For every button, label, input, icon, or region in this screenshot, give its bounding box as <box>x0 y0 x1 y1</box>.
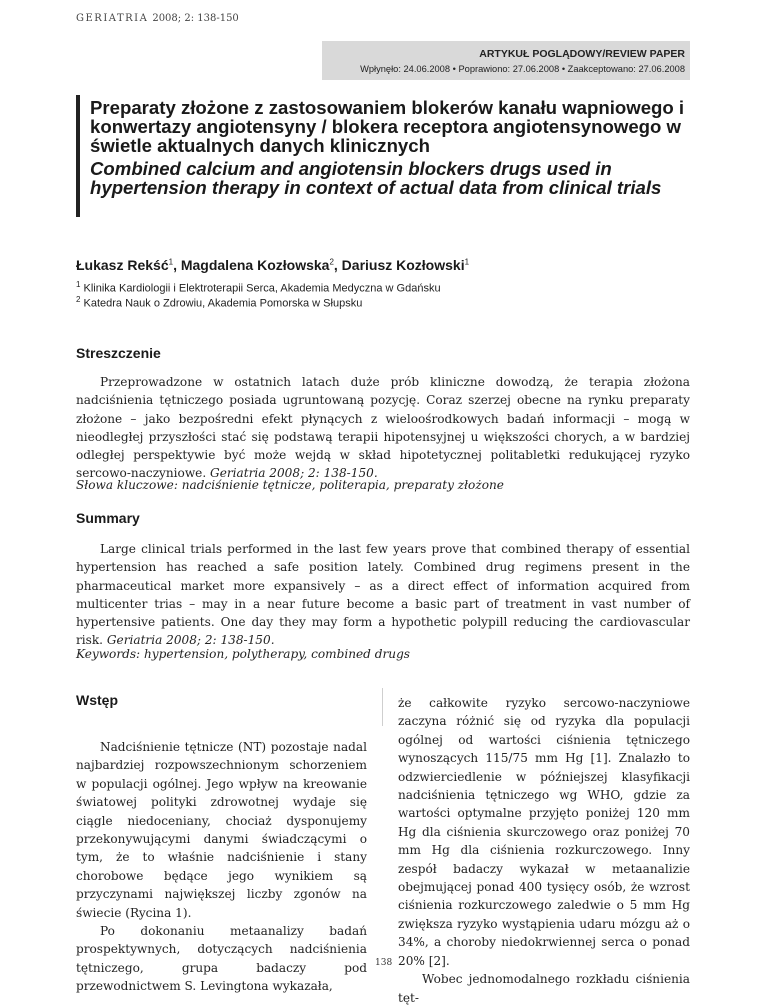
intro-right-column <box>398 694 690 1007</box>
column-divider <box>382 688 383 726</box>
abstract-heading-en: Summary <box>76 510 140 526</box>
affiliation-1: $^1$ Klinika Kardiologii i Elektroterapii Serca, Akademia Medyczna w Gdańsku <box>76 280 441 295</box>
intro-paragraph-2: Po dokonaniu metaanalizy badań prospektywnych, dotyczących nadciśnienia tętniczego, grupa badaczy pod przewodnictwem S. Levingtona wykazała, <box>76 924 367 994</box>
title-english: Combined calcium and angiotensin blockers drugs used in hypertension therapy in context of actual data from clinical trials <box>90 158 662 198</box>
author-3: Dariusz Kozłowski <box>341 257 465 273</box>
keywords-en: Keywords: hypertension, polytherapy, combined drugs <box>76 647 411 661</box>
intro-left-column <box>76 738 367 996</box>
journal-name: GERIATRIA <box>76 13 149 24</box>
title-polish: Preparaty złożone z zastosowaniem blokerów kanału wapniowego i konwertazy angiotensyny / blokera receptora angiotensynowego w świetle aktualnych danych klinicznych <box>90 97 685 156</box>
keywords-pl: Słowa kluczowe: nadciśnienie tętnicze, politerapia, preparaty złożone <box>76 478 504 492</box>
abstract-text-en: Large clinical trials performed in the last few years prove that combined therapy of essential hypertension has reached a safe position lately. Combined drug regimens present in the pharmaceutical market more expansively – as a direct effect of information acquired from multicenter trias – may in a near future become a basic part of treatment in vast number of hypertensive patients. One day they may form a hypothetic polypill reducing the cardiovascular risk. Geriatria 2008; 2: 138-150. <box>76 542 690 648</box>
abstract-heading-pl: Streszczenie <box>76 345 161 361</box>
article-type-banner <box>322 41 690 80</box>
citation-pl: Geriatria 2008; 2: 138-150. <box>210 466 378 481</box>
author-3-affiliation: 1 <box>464 257 470 267</box>
section-heading-intro: Wstęp <box>76 692 118 708</box>
intro-paragraph-1: Nadciśnienie tętnicze (NT) pozostaje nadal najbardziej rozpowszechnionym schorzeniem w populacji ogólnej. Jego wpływ na kreowanie światowej polityki zdrowotnej wydaje się ciągle niedoceniany, chociaż dysponujemy przekonywującymi danymi świadczącymi o tym, że to właśnie nadciśnienie i stany chorobowe będące jego wynikiem są przyczynami największej liczby zgonów na świecie (Rycina 1). <box>76 740 367 920</box>
affiliation-2: $^2$ Katedra Nauk o Zdrowiu, Akademia Pomorska w Słupsku <box>76 295 363 310</box>
page-number: 138 <box>375 958 393 968</box>
article-dates: Wpłynęło: 24.06.2008 • Poprawiono: 27.06.2008 • Zaakceptowano: 27.06.2008 <box>360 64 685 74</box>
running-header <box>76 13 239 24</box>
author-2: Magdalena Kozłowska <box>180 257 330 273</box>
abstract-text-pl: Przeprowadzone w ostatnich latach duże prób kliniczne dowodzą, że terapia złożona nadciśnienia tętniczego posiada ugruntowaną pozycję. Coraz szerzej obecne na rynku preparaty złożone – jako bezpośredni efekt płynących z wieloośrodkowych badań informacji – mogą w nieodległej przyszłości stać się podstawą terapii hipotensyjnej u większości chorych, a w bardziej odległej perspektywie być może wejdą w skład hipotetycznej politabletki redukującej ryzyko sercowo-naczyniowe. Geriatria 2008; 2: 138-150. <box>76 375 690 481</box>
article-type: ARTYKUŁ POGLĄDOWY/REVIEW PAPER <box>479 48 685 60</box>
author-2-affiliation: 2 <box>329 257 334 267</box>
title-accent-bar <box>76 95 80 217</box>
citation-en: Geriatria 2008; 2: 138-150. <box>106 633 275 648</box>
author-1-affiliation: 1 <box>168 257 174 267</box>
journal-issue: 2008; 2: 138-150 <box>152 13 239 24</box>
intro-paragraph-4: Wobec jednomodalnego rozkładu ciśnienia tęt- <box>398 972 690 1005</box>
authors: Łukasz Rekść$^1$, Magdalena Kozłowska$^2$, Dariusz Kozłowski$^1$ <box>76 257 470 273</box>
author-1: Łukasz Rekść <box>76 257 169 273</box>
intro-paragraph-3: że całkowite ryzyko sercowo-naczyniowe zaczyna różnić się od ryzyka dla populacji ogólnej od wartości ciśnienia tętniczego wynoszących 115/75 mm Hg [1]. Znalazło to odzwierciedlenie w późniejszej klasyfikacji nadciśnienia tętniczego wg WHO, gdzie za wartości optymalne przyjęto poniżej 120 mm Hg dla ciśnienia skurczowego oraz poniżej 70 mm Hg dla ciśnienia rozkurczowego. Inny zespół badaczy wykazał w metaanalizie obejmującej ponad 400 tysięcy osób, że wzrost ciśnienia rozkurczowego zaledwie o 5 mm Hg zwiększa ryzyko wystąpienia udaru mózgu aż o 34%, a choroby niedokrwiennej serca o ponad 20% [2]. <box>398 696 690 968</box>
